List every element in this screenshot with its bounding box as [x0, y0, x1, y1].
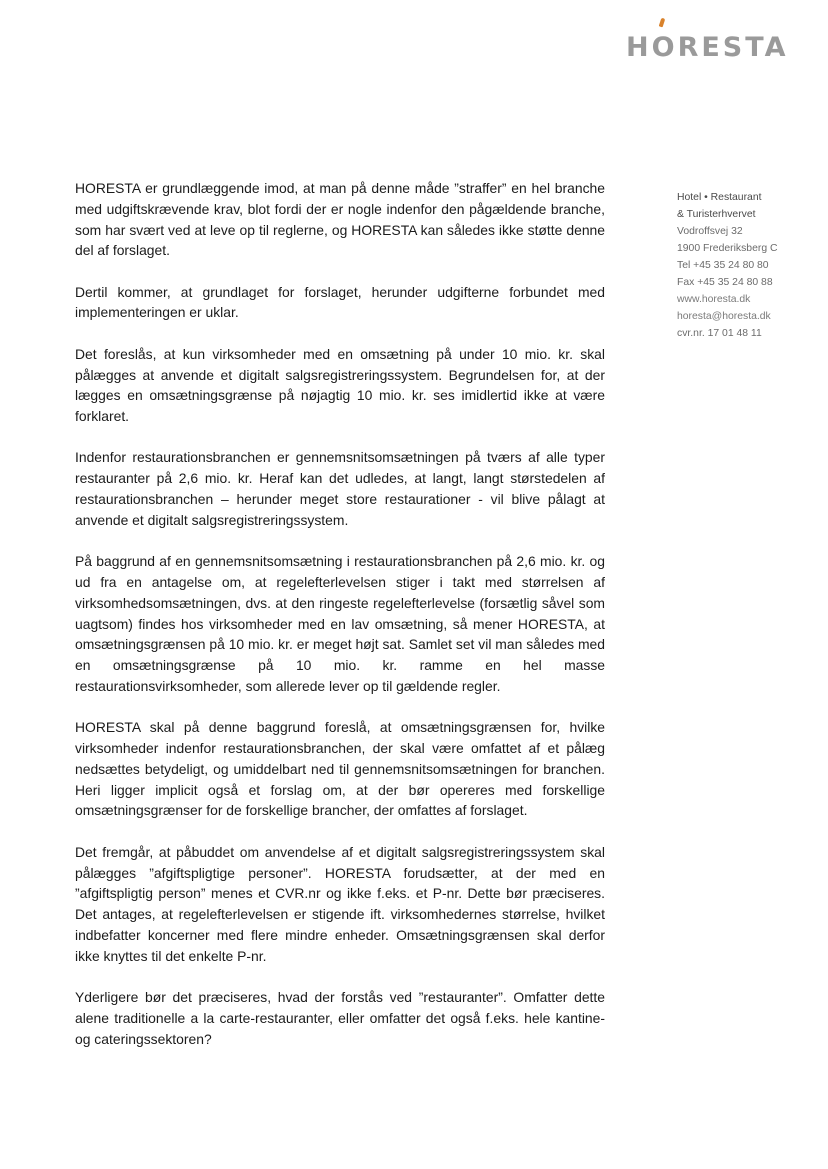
address-line-2: 1900 Frederiksberg C [677, 243, 778, 254]
body-paragraph-8: Yderligere bør det præciseres, hvad der forstås ved ”restauranter”. Omfatter dette alene traditionelle a la carte-restauranter, eller omfatter det også f.eks. hele kantine- og cateringssektoren? [75, 989, 605, 1047]
logo-letter-o: O [651, 32, 678, 63]
body-paragraph-3: Det foreslås, at kun virksomheder med en omsætning på under 10 mio. kr. skal pålægges at anvende et digitalt salgsregistreringssystem. Begrundelsen for, at der lægges en omsætningsgrænse på nøjagtig 10 mio. kr. ses imidlertid ikke at være forklaret. [75, 345, 605, 425]
sidebar-address [677, 223, 817, 257]
logo-wordmark [626, 32, 788, 63]
body-paragraph-7: Det fremgår, at påbuddet om anvendelse af et digitalt salgsregistreringssystem skal pålægges ”afgiftspligtige personer”. HORESTA forudsætter, at der med en ”afgiftspligtig person” menes et CVR.nr og ikke f.eks. et P-nr. Dette bør præciseres. Det antages, at regelefterlevelsen er stigende ift. virksomhedernes størrelse, hvilket indbefatter koncerner med flere mindre enheder. Omsætningsgrænsen skal derfor ikke knyttes til det enkelte P-nr. [75, 843, 605, 964]
logo-letters-resta: RESTA [677, 32, 789, 63]
address-line-1: Vodroffsvej 32 [677, 226, 743, 237]
website-link[interactable]: www.horesta.dk [677, 294, 751, 305]
sidebar-company [677, 189, 817, 223]
body-paragraph-5: På baggrund af en gennemsnitsomsætning i restaurationsbranchen på 2,6 mio. kr. og ud fra en antagelse om, at regelefterlevelsen stiger i takt med størrelsen af virksomhedsomsætningen, dvs. at den ringeste regelefterlevelse (forsætlig såvel som uagtsom) findes hos virksomheder med en lav omsætning, så mener HORESTA, at omsætningsgrænsen på 10 mio. kr. er meget højt sat. Samlet set vil man således med en omsætningsgrænse på 10 mio. kr. ramme en hel masse restaurationsvirksomheder, som allerede lever op til gældende regler. [75, 553, 605, 694]
company-line-1: Hotel • Restaurant [677, 192, 762, 203]
body-paragraph-4: Indenfor restaurationsbranchen er gennemsnitsomsætningen på tværs af alle typer restauranter på 2,6 mio. kr. Heraf kan det udledes, at langt, langt størstedelen af restaurationsbranchen – herunder meget store restaurationer - vil blive pålagt at anvende et digitalt salgsregistreringssystem. [75, 449, 605, 528]
sidebar-phone [677, 257, 817, 291]
logo-letter-h: H [626, 32, 652, 63]
sidebar-web [677, 291, 817, 325]
email-link[interactable]: horesta@horesta.dk [677, 311, 771, 322]
horesta-logo [626, 18, 789, 64]
letter-body [75, 178, 605, 1070]
tel-number: Tel +45 35 24 80 80 [677, 260, 769, 271]
body-paragraph-6: HORESTA skal på denne baggrund foreslå, at omsætningsgrænsen for, hvilke virksomheder indenfor restaurationsbranchen, der skal være omfattet af et pålæg nedsættes betydeligt, og umiddelbart ned til gennemsnitsomsætningen for branchen. Heri ligger implicit også et forslag om, at der bør opereres med forskellige omsætningsgrænser for de forskellige brancher, der omfattes af forslaget. [75, 719, 605, 819]
letterhead-sidebar [677, 189, 817, 342]
logo-accent-mark [659, 18, 666, 28]
body-paragraph-2: Dertil kommer, at grundlaget for forslaget, herunder udgifterne forbundet med implementeringen er uklar. [75, 283, 605, 321]
body-paragraph-1: HORESTA er grundlæggende imod, at man på denne måde ”straffer” en hel branche med udgiftskrævende krav, blot fordi der er nogle indenfor den pågældende branche, som har svært ved at leve op til reglerne, og HORESTA kan således ikke støtte denne del af forslaget. [75, 180, 605, 259]
sidebar-cvr: cvr.nr. 17 01 48 11 [677, 328, 762, 339]
fax-number: Fax +45 35 24 80 88 [677, 277, 773, 288]
company-line-2: & Turisterhvervet [677, 209, 756, 220]
